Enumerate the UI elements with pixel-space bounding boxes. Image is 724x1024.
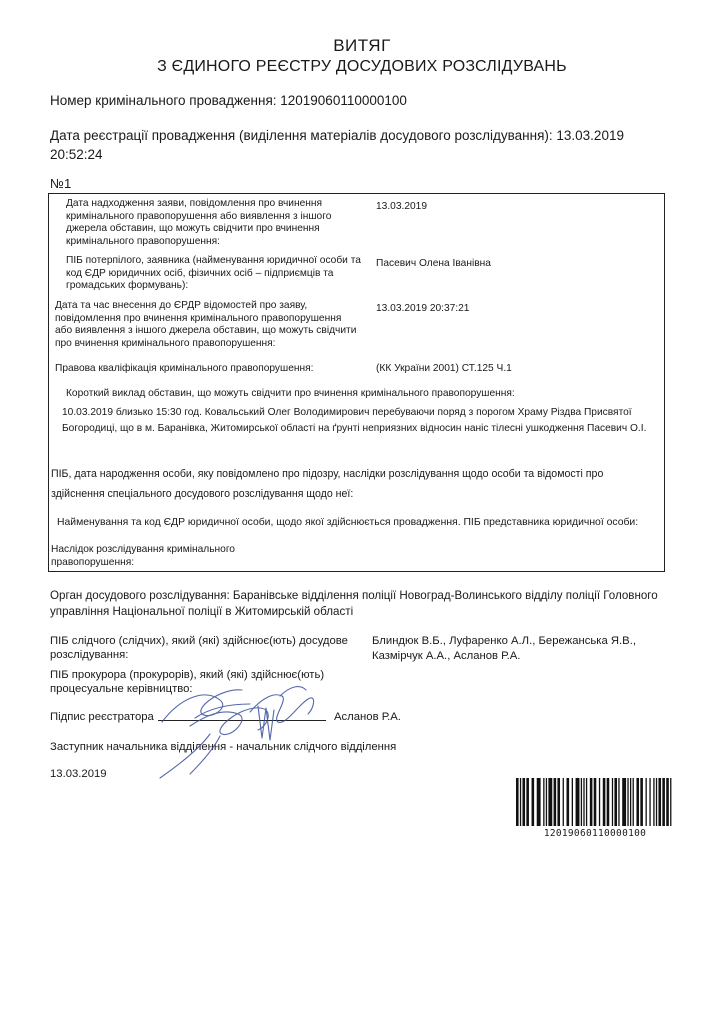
field-value-victim-name: Пасевич Олена Іванівна bbox=[376, 258, 491, 269]
barcode-bar bbox=[581, 778, 582, 826]
barcode-bar bbox=[607, 778, 610, 826]
legal-entity-label: Найменування та код ЄДР юридичної особи, щодо якої здійснюється провадження. ПІБ представника юридичної особи: bbox=[57, 517, 639, 528]
investigation-body: Орган досудового розслідування: Баранівське відділення поліції Новоград-Волинського відділу поліції Головного управління Національної поліції в Житомирській області bbox=[50, 589, 658, 618]
barcode-bar bbox=[640, 778, 643, 826]
barcode-bar bbox=[563, 778, 564, 826]
deputy-title: Заступник начальника відділення - начальник слідчого відділення bbox=[50, 741, 397, 753]
barcode-bar bbox=[590, 778, 593, 826]
barcode-bar bbox=[586, 778, 587, 826]
field-value-legal-qualification: (КК України 2001) СТ.125 Ч.1 bbox=[376, 363, 512, 374]
barcode-bar bbox=[526, 778, 529, 826]
summary-label: Короткий виклад обставин, що можуть свідчити про вчинення кримінального правопорушення: bbox=[66, 388, 515, 399]
barcode-bar bbox=[554, 778, 557, 826]
investigators-label: ПІБ слідчого (слідчих), який (які) здійснює(ють) досудове розслідування: bbox=[50, 635, 348, 661]
field-value-entry-date: 13.03.2019 20:37:21 bbox=[376, 303, 470, 314]
barcode-bar bbox=[583, 778, 584, 826]
barcode-bar bbox=[658, 778, 661, 826]
record-box bbox=[48, 193, 665, 572]
barcode-bar bbox=[594, 778, 597, 826]
suspect-label: ПІБ, дата народження особи, яку повідомлено про підозру, наслідки розслідування щодо особи та відомості про здійснення спеціального досудового розслідування щодо неї: bbox=[51, 468, 604, 500]
barcode-bar bbox=[666, 778, 669, 826]
barcode-bar bbox=[572, 778, 573, 826]
registrar-label: Підпис реєстратора bbox=[50, 711, 154, 723]
barcode-bar bbox=[622, 778, 626, 826]
barcode-bar bbox=[576, 778, 580, 826]
barcode-bar bbox=[532, 778, 535, 826]
barcode bbox=[516, 778, 674, 826]
document-date: 13.03.2019 bbox=[50, 768, 107, 780]
barcode-bar bbox=[599, 778, 600, 826]
barcode-bar bbox=[662, 778, 665, 826]
barcode-bar bbox=[670, 778, 671, 826]
barcode-bar bbox=[537, 778, 541, 826]
barcode-bar bbox=[656, 778, 657, 826]
document-subtitle: З ЄДИНОГО РЕЄСТРУ ДОСУДОВИХ РОЗСЛІДУВАНЬ bbox=[157, 58, 567, 75]
barcode-bar bbox=[612, 778, 613, 826]
barcode-bar bbox=[516, 778, 519, 826]
investigators-value: Блиндюк В.Б., Луфаренко А.Л., Бережанська Я.В., Казмірчук А.А., Асланов Р.А. bbox=[372, 635, 636, 662]
field-label-receipt-date: Дата надходження заяви, повідомлення про вчинення кримінального правопорушення або виявлення з іншого джерела обставин, що можуть свідчити про вчинення кримінального правопорушення: bbox=[66, 198, 332, 247]
outcome-label: Наслідок розслідування кримінального правопорушення: bbox=[51, 544, 235, 568]
record-number: №1 bbox=[50, 176, 72, 191]
field-label-legal-qualification: Правова кваліфікація кримінального правопорушення: bbox=[55, 363, 314, 374]
barcode-bar bbox=[633, 778, 634, 826]
barcode-bar bbox=[618, 778, 619, 826]
barcode-bar bbox=[636, 778, 639, 826]
signature-scribble bbox=[150, 678, 370, 788]
barcode-bar bbox=[653, 778, 654, 826]
field-label-victim-name: ПІБ потерпілого, заявника (найменування юридичної особи та код ЄДР юридичних осіб, фізичних осіб – підприємців та громадських формувань): bbox=[66, 255, 361, 291]
barcode-bar bbox=[630, 778, 631, 826]
document-title: ВИТЯГ bbox=[333, 36, 391, 55]
barcode-bar bbox=[603, 778, 606, 826]
barcode-bar bbox=[646, 778, 647, 826]
barcode-bar bbox=[557, 778, 560, 826]
barcode-bar bbox=[649, 778, 650, 826]
barcode-bar bbox=[614, 778, 617, 826]
registrar-name: Асланов Р.А. bbox=[334, 711, 401, 723]
barcode-bar bbox=[567, 778, 570, 826]
prosecutors-label: ПІБ прокурора (прокурорів), який (які) здійснює(ють) процесуальне керівництво: bbox=[50, 669, 325, 695]
case-number: Номер кримінального провадження: 12019060110000100 bbox=[50, 93, 407, 108]
barcode-bar bbox=[520, 778, 521, 826]
barcode-bar bbox=[543, 778, 544, 826]
field-label-entry-date: Дата та час внесення до ЄРДР відомостей про заяву, повідомлення про вчинення кримінального правопорушення або виявлення з іншого джерела обставин, що можуть свідчити про вчинення кримінального правопорушення: bbox=[55, 300, 357, 349]
barcode-bar bbox=[548, 778, 552, 826]
barcode-number: 12019060110000100 bbox=[543, 828, 647, 839]
barcode-bar bbox=[546, 778, 547, 826]
field-value-receipt-date: 13.03.2019 bbox=[376, 201, 427, 212]
barcode-bar bbox=[627, 778, 628, 826]
summary-text: 10.03.2019 близько 15:30 год. Ковальський Олег Володимирович перебуваючи поряд з порогом Храму Різдва Присвятої Богородиці, що в м. Баранівка, Житомирської області на ґрунті неприязних відносин наніс тілесні ушкодження Пасевич О.І. bbox=[62, 407, 647, 434]
barcode-bar bbox=[522, 778, 525, 826]
registration-date: Дата реєстрації провадження (виділення матеріалів досудового розслідування): 13.03.2019 20:52:24 bbox=[50, 128, 624, 162]
